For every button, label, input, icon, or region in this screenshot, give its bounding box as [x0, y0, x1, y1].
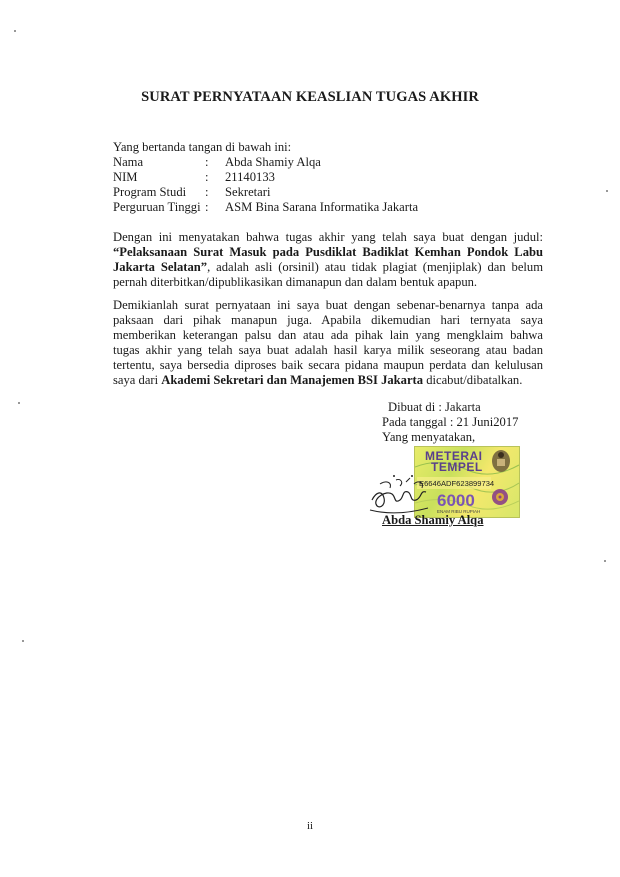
field-row-nim — [113, 170, 418, 185]
field-colon: : — [205, 170, 209, 184]
scan-speck — [604, 560, 606, 562]
field-label: NIM — [113, 170, 138, 184]
field-colon: : — [205, 185, 209, 199]
paragraph-line: Dengan ini menyatakan bahwa tugas akhir yang telah saya buat dengan judul: — [113, 230, 543, 244]
identity-fields — [113, 155, 418, 215]
page-number: ii — [306, 820, 314, 832]
scan-speck — [606, 190, 608, 192]
field-row-university — [113, 200, 418, 215]
document-title: SURAT PERNYATAAN KEASLIAN TUGAS AKHIR — [141, 89, 479, 105]
paragraph-line: tugas akhir yang telah saya buat adalah hasil karya milik seseorang atau badan — [113, 343, 543, 357]
stamp-label: METERAI — [425, 449, 483, 463]
scan-speck — [18, 402, 20, 404]
field-label: Program Studi — [113, 185, 187, 199]
declaration-paragraph — [113, 298, 543, 388]
paragraph-line: tertentu, saya bersedia diproses baik secara pidana maupun perdata dan kelulusan — [113, 358, 543, 372]
paragraph-line — [113, 260, 543, 275]
stamp-value: 6000 — [437, 491, 475, 510]
paragraph-line: paksaan dari pihak manapun juga. Apabila dikemudian hari ternyata saya — [113, 313, 543, 327]
paragraph-text: , adalah asli (orsinil) atau tidak plagiat (menjiplak) dan belum — [207, 260, 544, 274]
signature-place: Dibuat di : Jakarta — [388, 400, 481, 414]
stamp-serial: E6646ADF623899734 — [419, 479, 495, 488]
stamp-flower-icon — [492, 489, 508, 505]
handwritten-signature-icon — [366, 470, 436, 518]
paragraph-text: saya dari — [113, 373, 162, 387]
paragraph-line: memberikan keterangan palsu dan atau ada pihak lain yang mengklaim bahwa — [113, 328, 543, 342]
field-value: Sekretari — [225, 185, 271, 199]
paragraph-line-title — [113, 245, 543, 260]
thesis-title: “Pelaksanaan Surat Masuk pada Pusdiklat Badiklat Kemhan Pondok Labu — [113, 245, 543, 259]
paragraph-line — [113, 373, 543, 388]
intro-text: Yang bertanda tangan di bawah ini: — [113, 140, 292, 154]
paragraph-text: dicabut/dibatalkan. — [423, 373, 523, 387]
field-colon: : — [205, 200, 209, 214]
thesis-title-end: Jakarta Selatan” — [113, 260, 208, 274]
paragraph-line: pernah diterbitkan/dipublikasikan dimanapun dan dalam bentuk apapun. — [113, 275, 478, 289]
signature-closing: Yang menyatakan, — [382, 430, 476, 444]
field-value: 21140133 — [225, 170, 275, 184]
scan-speck — [22, 640, 24, 642]
garuda-emblem-icon — [492, 450, 510, 472]
signature-block — [382, 400, 542, 445]
signer-name: Abda Shamiy Alqa — [382, 513, 484, 527]
field-label: Perguruan Tinggi — [113, 200, 201, 214]
field-label: Nama — [113, 155, 144, 169]
field-colon: : — [205, 155, 209, 169]
stamp-label: TEMPEL — [431, 460, 483, 474]
field-value: Abda Shamiy Alqa — [225, 155, 321, 169]
scan-speck — [14, 30, 16, 32]
statement-paragraph — [113, 230, 543, 290]
field-row-name — [113, 155, 418, 170]
paragraph-line: Demikianlah surat pernyataan ini saya buat dengan sebenar-benarnya tanpa ada — [113, 298, 543, 312]
stamp-small-text: ENAM RIBU RUPIAH — [437, 509, 481, 514]
institution-name: Akademi Sekretari dan Manajemen BSI Jakarta — [161, 373, 424, 387]
signature-date: Pada tanggal : 21 Juni2017 — [382, 415, 519, 429]
field-row-program — [113, 185, 418, 200]
field-value: ASM Bina Sarana Informatika Jakarta — [225, 200, 419, 214]
